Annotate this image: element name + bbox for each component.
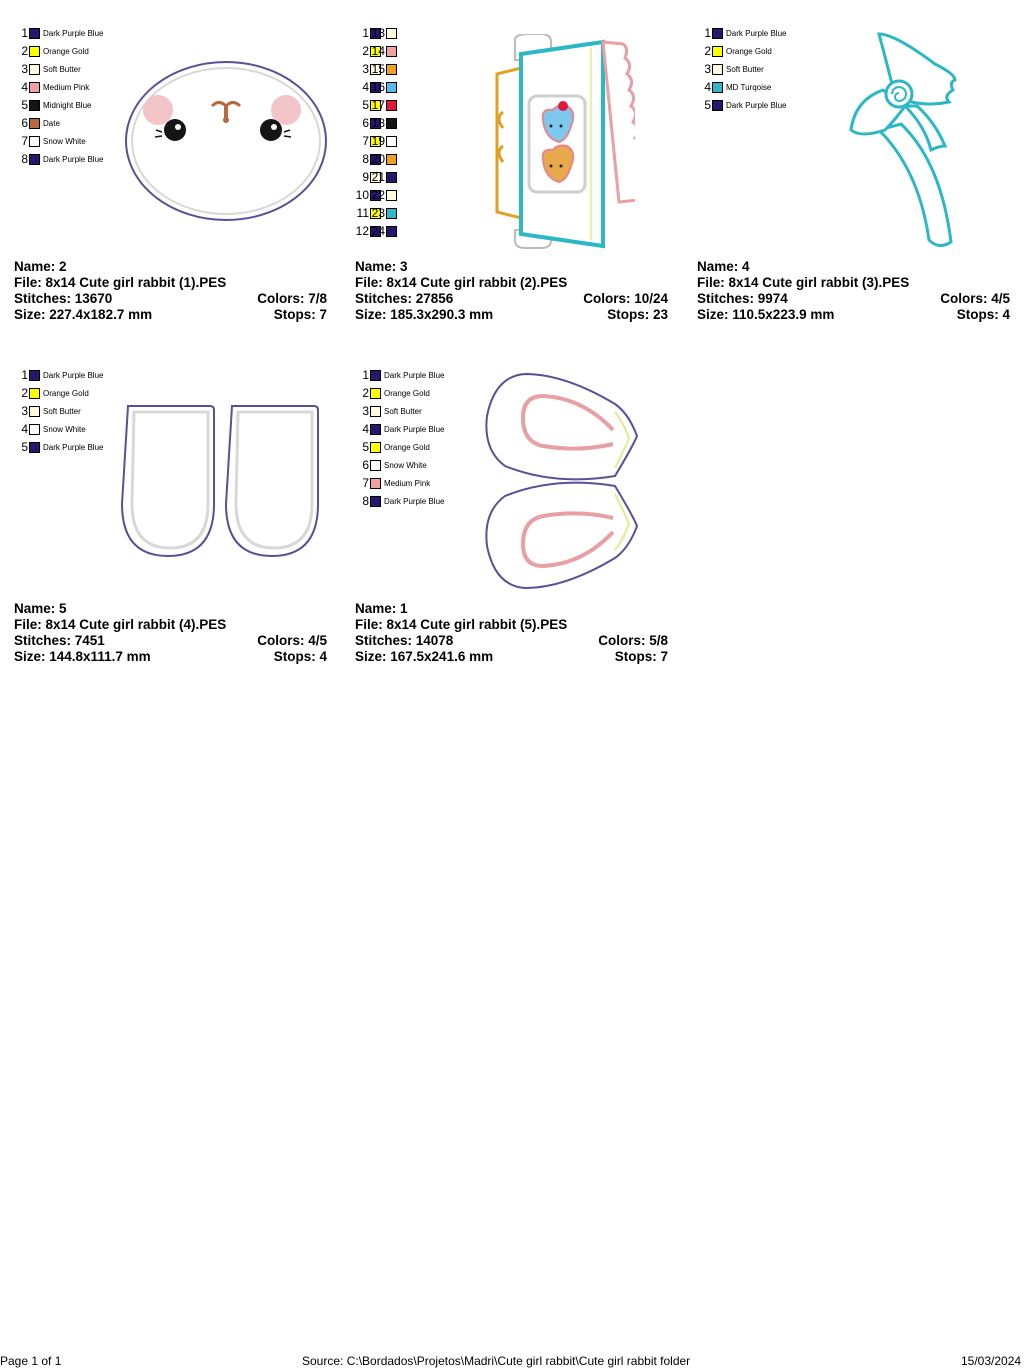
color-swatch — [29, 406, 40, 417]
legend-row: 17 — [371, 98, 397, 112]
design-stitches: Stitches: 14078 — [355, 633, 454, 648]
color-swatch — [29, 28, 40, 39]
legend-row: 3 — [355, 62, 381, 76]
legend-row: 13 — [371, 26, 397, 40]
design-size: Size: 185.3x290.3 mm — [355, 307, 494, 322]
rabbit-ears-design — [485, 372, 641, 590]
legend-row: 18 — [371, 116, 397, 130]
legend-row: 5 Orange Gold — [362, 440, 430, 454]
design-colors: Colors: 4/5 — [257, 633, 327, 648]
color-swatch — [29, 64, 40, 75]
source-path: Source: C:\Bordados\Projetos\Madri\Cute girl rabbit\Cute girl rabbit folder — [302, 1354, 691, 1368]
design-stitches: Stitches: 13670 — [14, 291, 113, 306]
design-file: File: 8x14 Cute girl rabbit (5).PES — [355, 617, 568, 632]
design-file: File: 8x14 Cute girl rabbit (2).PES — [355, 275, 568, 290]
legend-row: 4 Snow White — [21, 422, 86, 436]
legend-row: 1 Dark Purple Blue — [362, 368, 445, 382]
page-number: Page 1 of 1 — [0, 1354, 62, 1368]
color-swatch — [712, 82, 723, 93]
color-swatch — [370, 406, 381, 417]
design-info — [14, 259, 327, 323]
rabbit-face-design — [120, 58, 332, 224]
design-colors: Colors: 7/8 — [257, 291, 327, 306]
color-swatch — [712, 46, 723, 57]
color-swatch — [370, 388, 381, 399]
design-card-2 — [355, 26, 675, 326]
design-name: Name: 3 — [355, 259, 408, 274]
color-swatch — [370, 370, 381, 381]
color-swatch — [29, 46, 40, 57]
legend-row: 12 — [355, 224, 381, 238]
design-file: File: 8x14 Cute girl rabbit (3).PES — [697, 275, 910, 290]
legend-row: 24 — [371, 224, 397, 238]
design-info — [14, 601, 327, 665]
legend-row: 6 — [355, 116, 381, 130]
legend-row: 7 Snow White — [21, 134, 86, 148]
design-colors: Colors: 4/5 — [940, 291, 1010, 306]
color-swatch — [386, 118, 397, 129]
legend-row: 4 Medium Pink — [21, 80, 90, 94]
design-stops: Stops: 7 — [614, 649, 668, 664]
color-swatch — [29, 154, 40, 165]
legend-row: 2 — [355, 44, 381, 58]
legend-row: 15 — [371, 62, 397, 76]
legend-row: 2 Orange Gold — [362, 386, 430, 400]
color-swatch — [29, 388, 40, 399]
design-stops: Stops: 4 — [956, 307, 1010, 322]
design-stitches: Stitches: 7451 — [14, 633, 105, 648]
color-swatch — [29, 82, 40, 93]
color-swatch — [370, 424, 381, 435]
color-swatch — [370, 460, 381, 471]
design-file: File: 8x14 Cute girl rabbit (4).PES — [14, 617, 227, 632]
design-name: Name: 5 — [14, 601, 67, 616]
color-swatch — [386, 172, 397, 183]
legend-row: 11 — [355, 206, 381, 220]
legend-row: 2 Orange Gold — [704, 44, 772, 58]
legend-row: 9 — [355, 170, 381, 184]
design-info — [355, 259, 668, 323]
design-info — [697, 259, 1010, 323]
legend-row: 4 — [355, 80, 381, 94]
color-swatch — [370, 496, 381, 507]
legend-row: 1 Dark Purple Blue — [21, 26, 104, 40]
design-name: Name: 1 — [355, 601, 408, 616]
design-colors: Colors: 10/24 — [583, 291, 668, 306]
legend-row: 7 — [355, 134, 381, 148]
color-swatch — [370, 442, 381, 453]
color-swatch — [370, 478, 381, 489]
design-card-4 — [14, 368, 334, 668]
color-swatch — [29, 100, 40, 111]
legend-row: 3 Soft Butter — [21, 404, 81, 418]
design-stops: Stops: 4 — [273, 649, 327, 664]
color-swatch — [712, 28, 723, 39]
legend-row: 2 Orange Gold — [21, 386, 89, 400]
design-file: File: 8x14 Cute girl rabbit (1).PES — [14, 275, 227, 290]
color-swatch — [386, 46, 397, 57]
design-info — [355, 601, 668, 665]
design-stitches: Stitches: 9974 — [697, 291, 788, 306]
color-swatch — [386, 136, 397, 147]
design-name: Name: 2 — [14, 259, 67, 274]
legend-row: 1 Dark Purple Blue — [21, 368, 104, 382]
legend-row: 2 Orange Gold — [21, 44, 89, 58]
design-size: Size: 110.5x223.9 mm — [697, 307, 835, 322]
design-stops: Stops: 23 — [607, 307, 668, 322]
rabbit-dress-design — [493, 34, 635, 250]
legend-row: 14 — [371, 44, 397, 58]
legend-row: 8 Dark Purple Blue — [21, 152, 104, 166]
design-card-5 — [355, 368, 675, 668]
color-swatch — [386, 64, 397, 75]
print-date: 15/03/2024 — [961, 1354, 1022, 1368]
color-swatch — [29, 442, 40, 453]
design-size: Size: 144.8x111.7 mm — [14, 649, 151, 664]
legend-row: 10 — [355, 188, 381, 202]
legend-row: 5 Dark Purple Blue — [704, 98, 787, 112]
rabbit-feet-design — [120, 402, 320, 560]
color-swatch — [712, 100, 723, 111]
legend-row: 5 Dark Purple Blue — [21, 440, 104, 454]
design-size: Size: 167.5x241.6 mm — [355, 649, 494, 664]
legend-row: 7 Medium Pink — [362, 476, 431, 490]
color-swatch — [386, 226, 397, 237]
legend-row: 19 — [371, 134, 397, 148]
design-name: Name: 4 — [697, 259, 750, 274]
legend-row: 20 — [371, 152, 397, 166]
bow-headband-design — [849, 30, 961, 252]
legend-row: 1 Dark Purple Blue — [704, 26, 787, 40]
color-swatch — [386, 190, 397, 201]
legend-row: 5 — [355, 98, 381, 112]
legend-row: 6 Snow White — [362, 458, 427, 472]
legend-row: 3 Soft Butter — [21, 62, 81, 76]
legend-row: 3 Soft Butter — [362, 404, 422, 418]
legend-row: 8 Dark Purple Blue — [362, 494, 445, 508]
design-stitches: Stitches: 27856 — [355, 291, 454, 306]
legend-row: 4 MD Turqoise — [704, 80, 772, 94]
legend-row: 22 — [371, 188, 397, 202]
design-size: Size: 227.4x182.7 mm — [14, 307, 153, 322]
design-card-1 — [14, 26, 334, 326]
color-swatch — [712, 64, 723, 75]
color-swatch — [386, 100, 397, 111]
design-colors: Colors: 5/8 — [598, 633, 668, 648]
legend-row: 8 — [355, 152, 381, 166]
design-card-3 — [697, 26, 1017, 326]
design-stops: Stops: 7 — [273, 307, 327, 322]
color-swatch — [29, 136, 40, 147]
legend-row: 1 — [355, 26, 381, 40]
legend-row: 6 Date — [21, 116, 60, 130]
legend-row: 5 Midnight Blue — [21, 98, 92, 112]
legend-row: 4 Dark Purple Blue — [362, 422, 445, 436]
color-swatch — [386, 82, 397, 93]
color-swatch — [29, 424, 40, 435]
legend-row: 16 — [371, 80, 397, 94]
color-swatch — [386, 28, 397, 39]
legend-row: 23 — [371, 206, 397, 220]
color-swatch — [386, 208, 397, 219]
legend-row: 3 Soft Butter — [704, 62, 764, 76]
color-swatch — [386, 154, 397, 165]
color-swatch — [29, 370, 40, 381]
color-swatch — [29, 118, 40, 129]
legend-row: 21 — [371, 170, 397, 184]
